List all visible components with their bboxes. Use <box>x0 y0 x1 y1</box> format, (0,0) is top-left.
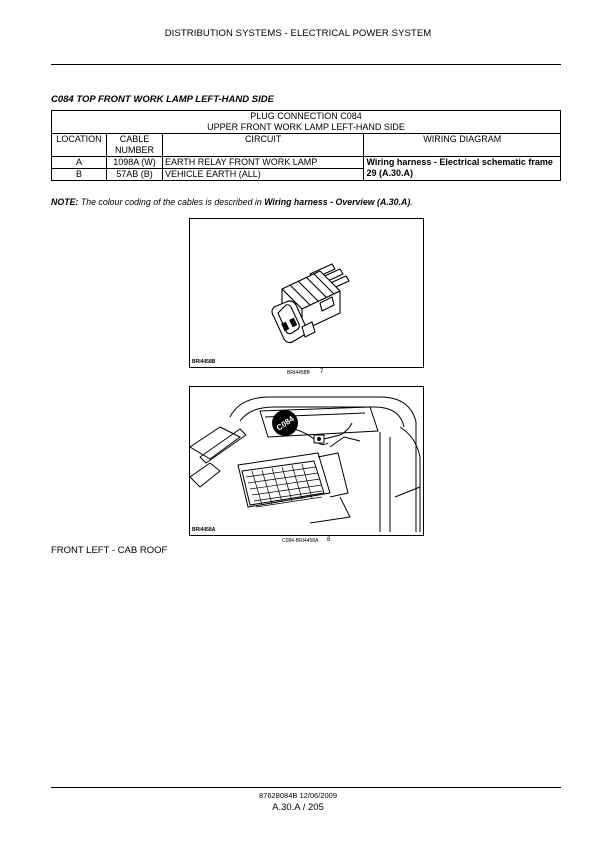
callout-label: C084 <box>274 414 296 433</box>
note-link[interactable]: Wiring harness - Overview (A.30.A) <box>264 197 411 207</box>
figure-cab-roof <box>189 386 424 536</box>
cell-circuit: VEHICLE EARTH (ALL) <box>162 169 364 181</box>
note-end: . <box>410 197 413 207</box>
table-title-line2: UPPER FRONT WORK LAMP LEFT-HAND SIDE <box>207 122 405 132</box>
header-location: LOCATION <box>52 134 107 157</box>
cell-wiring-diagram <box>364 157 561 181</box>
header-rule <box>51 64 561 65</box>
note <box>51 197 413 207</box>
table-title-row <box>52 111 561 134</box>
cell-location: A <box>52 157 107 169</box>
wiring-diagram-link[interactable]: Wiring harness - Electrical schematic frame 29 (A.30.A) <box>366 157 553 178</box>
location-text: FRONT LEFT - CAB ROOF <box>51 545 168 556</box>
figure2-caption: C084-BRI4458A <box>282 538 319 544</box>
header-circuit: CIRCUIT <box>162 134 364 157</box>
header-cable: CABLE NUMBER <box>106 134 162 157</box>
note-text: The colour coding of the cables is described in <box>78 197 265 207</box>
cell-location: B <box>52 169 107 181</box>
figure1-code: BRI4458B <box>192 359 216 365</box>
page-header: DISTRIBUTION SYSTEMS - ELECTRICAL POWER SYSTEM <box>164 28 432 39</box>
table-header-row <box>52 134 561 157</box>
plug-connection-table <box>51 110 561 181</box>
figure1-caption: BRI4458B <box>287 370 310 376</box>
figure2-code: BRI4458A <box>192 527 216 533</box>
cab-roof-drawing <box>190 387 423 535</box>
section-title: C084 TOP FRONT WORK LAMP LEFT-HAND SIDE <box>51 94 274 105</box>
figure-connector <box>189 218 424 368</box>
figure1-number: 7 <box>320 369 324 375</box>
table-title <box>52 111 561 134</box>
header-wiring: WIRING DIAGRAM <box>364 134 561 157</box>
table-title-line1: PLUG CONNECTION C084 <box>250 111 362 121</box>
connector-drawing <box>190 219 423 367</box>
footer-doc-ref: 87628084B 12/06/2009 <box>259 791 337 800</box>
footer-page-number: A.30.A / 205 <box>272 802 324 813</box>
table-row <box>52 157 561 169</box>
figure2-number: 8 <box>327 537 331 543</box>
cell-circuit: EARTH RELAY FRONT WORK LAMP <box>162 157 364 169</box>
cell-cable: 57AB (B) <box>106 169 162 181</box>
cell-cable: 1098A (W) <box>106 157 162 169</box>
footer-rule <box>51 787 561 788</box>
note-label: NOTE: <box>51 197 79 207</box>
